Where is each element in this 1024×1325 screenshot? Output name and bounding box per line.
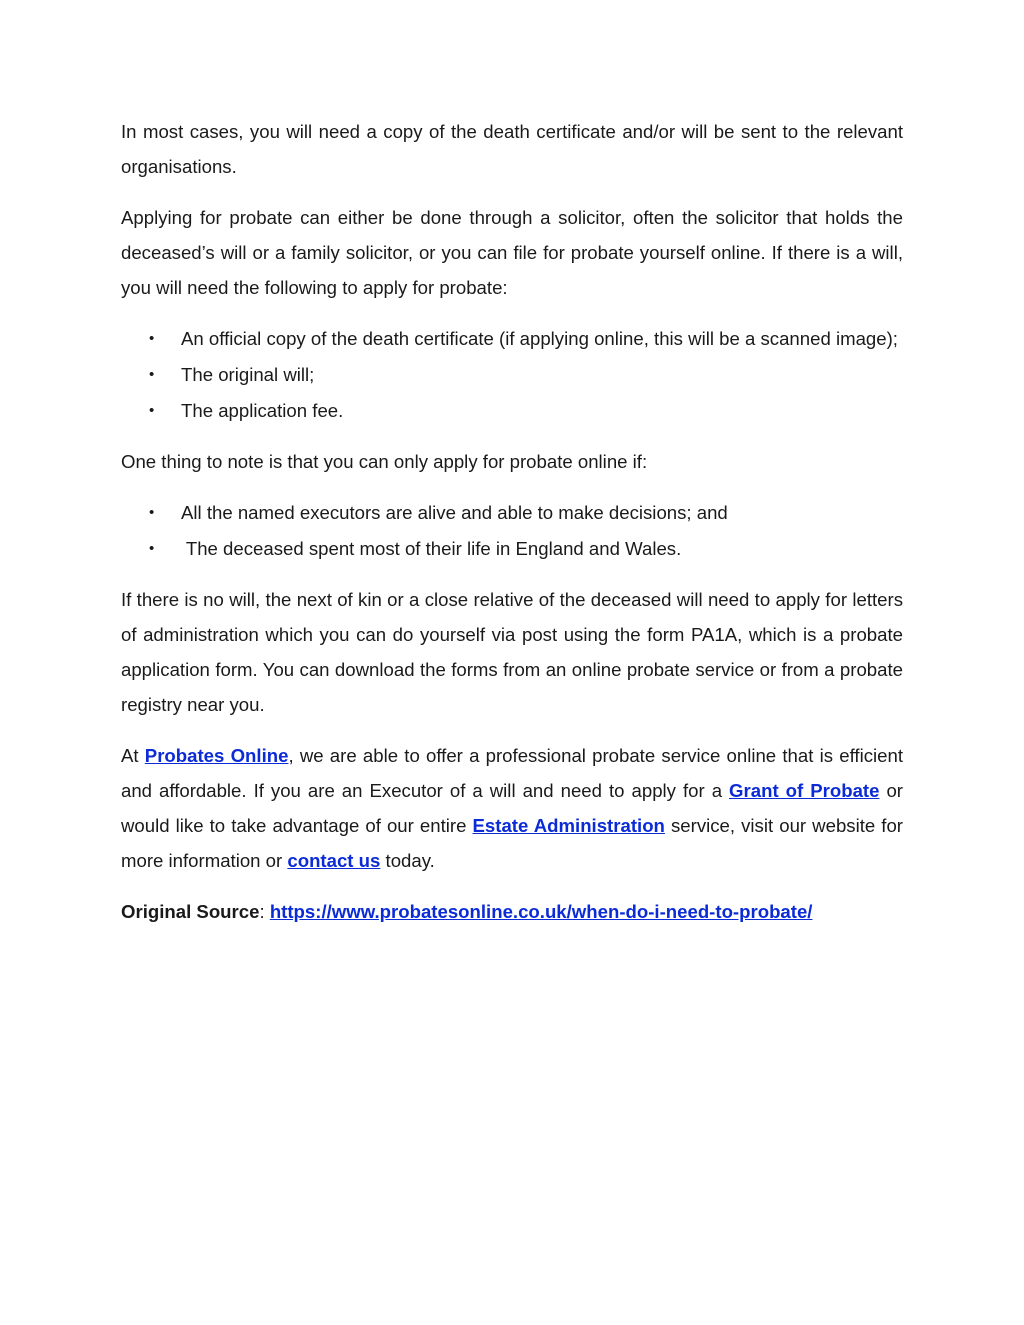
paragraph-online-condition: One thing to note is that you can only apply for probate online if:: [121, 451, 648, 472]
grant-of-probate-link[interactable]: Grant of Probate: [729, 780, 880, 801]
bullet-icon: •: [149, 330, 155, 347]
list-item-text: An official copy of the death certificate (if applying online, this will be a scanned image);: [181, 328, 898, 349]
list-item: [121, 357, 903, 392]
paragraph-no-will: If there is no will, the next of kin or a close relative of the deceased will need to apply for letters of administration which you can do yourself via post using the form PA1A, which is a probate application form. You can download the forms from an online probate service or from a probate registry near you.: [121, 589, 903, 715]
contact-us-link[interactable]: contact us: [287, 850, 381, 871]
source-separator: :: [259, 901, 270, 922]
original-source-label: Original Source: [121, 901, 260, 922]
list-item-text: The application fee.: [181, 400, 344, 421]
paragraph-death-certificate: In most cases, you will need a copy of the death certificate and/or will be sent to the relevant organisations.: [121, 121, 903, 177]
list-item: [121, 531, 903, 566]
paragraph-probates-online: [121, 738, 903, 878]
list-item-text: All the named executors are alive and able to make decisions; and: [181, 502, 728, 523]
document-page: [121, 114, 903, 945]
requirements-list: [121, 321, 903, 428]
probates-online-link[interactable]: Probates Online: [144, 745, 289, 766]
text-segment: today.: [380, 850, 435, 871]
online-conditions-list: [121, 495, 903, 566]
bullet-icon: •: [149, 402, 155, 419]
text-segment: , we are able to offer a professional probate service online that is efficient and affordable. If you are an Executor of a will and need to apply for a: [121, 745, 903, 801]
bullet-icon: •: [149, 540, 155, 557]
text-segment: At: [121, 745, 145, 766]
list-item-text: The original will;: [181, 364, 315, 385]
list-item: [121, 495, 903, 530]
list-item: [121, 393, 903, 428]
estate-administration-link[interactable]: Estate Administration: [472, 815, 665, 836]
bullet-icon: •: [149, 366, 155, 383]
list-item: [121, 321, 903, 356]
list-item-text: The deceased spent most of their life in England and Wales.: [181, 538, 682, 559]
original-source-url-link[interactable]: https://www.probatesonline.co.uk/when-do-i-need-to-probate/: [269, 901, 813, 922]
original-source-line: [121, 894, 903, 929]
text-segment: or would like to take advantage of our entire: [121, 780, 903, 836]
paragraph-applying-for-probate: Applying for probate can either be done through a solicitor, often the solicitor that holds the deceased’s will or a family solicitor, or you can file for probate yourself online. If there is a will, you will need the following to apply for probate:: [121, 207, 903, 298]
bullet-icon: •: [149, 504, 155, 521]
text-segment: service, visit our website for more information or: [121, 815, 904, 871]
